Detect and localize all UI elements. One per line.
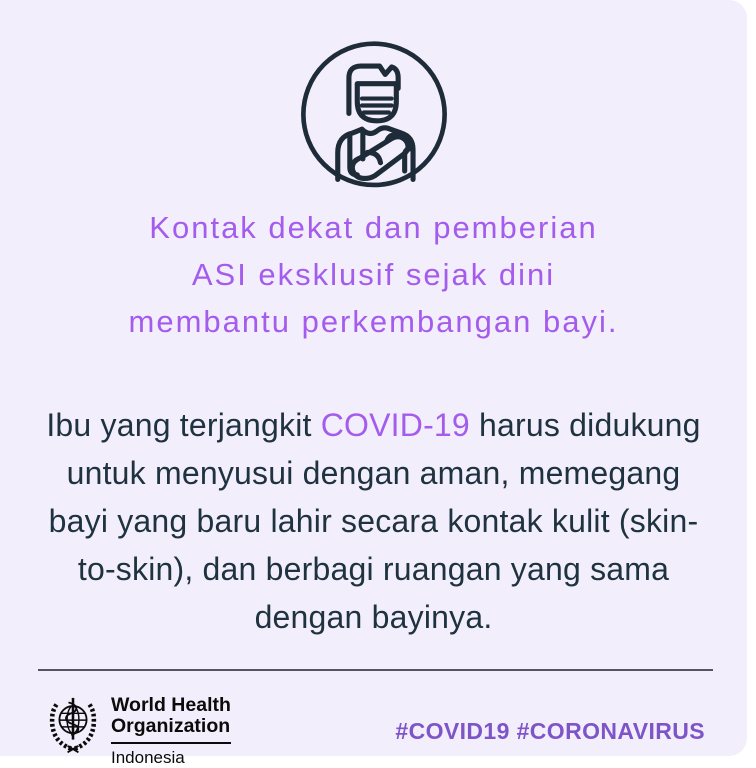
who-emblem-icon xyxy=(44,695,102,757)
headline-line: membantu perkembangan bayi. xyxy=(128,304,619,339)
hashtags-label: #COVID19 #CORONAVIRUS xyxy=(395,718,705,744)
paragraph-line: untuk menyusui dengan aman, memegang xyxy=(66,455,681,491)
headline xyxy=(0,204,747,345)
who-logo xyxy=(44,695,231,768)
footer xyxy=(0,695,747,768)
headline-line: Kontak dekat dan pemberian xyxy=(149,210,598,245)
paragraph-text: harus didukung xyxy=(469,407,701,443)
paragraph-text: Ibu yang terjangkit xyxy=(46,407,321,443)
paragraph-line: bayi yang baru lahir secara kontak kulit (skin- xyxy=(48,503,699,539)
who-country-label: Indonesia xyxy=(111,748,185,767)
who-org-line1: World Health xyxy=(111,694,231,716)
paragraph-line: to-skin), dan berbagi ruangan yang sama xyxy=(77,551,670,587)
who-org-line2: Organization xyxy=(111,714,231,737)
masked-parent-breastfeeding-icon xyxy=(295,40,453,198)
who-org-name xyxy=(111,695,231,744)
paragraph-line: dengan bayinya. xyxy=(254,599,493,635)
headline-line: ASI eksklusif sejak dini xyxy=(191,257,556,292)
footer-divider xyxy=(38,669,713,671)
paragraph-line xyxy=(0,401,747,449)
who-text xyxy=(111,695,231,768)
body-paragraph xyxy=(0,401,747,641)
covid19-highlight: COVID-19 xyxy=(320,407,470,443)
